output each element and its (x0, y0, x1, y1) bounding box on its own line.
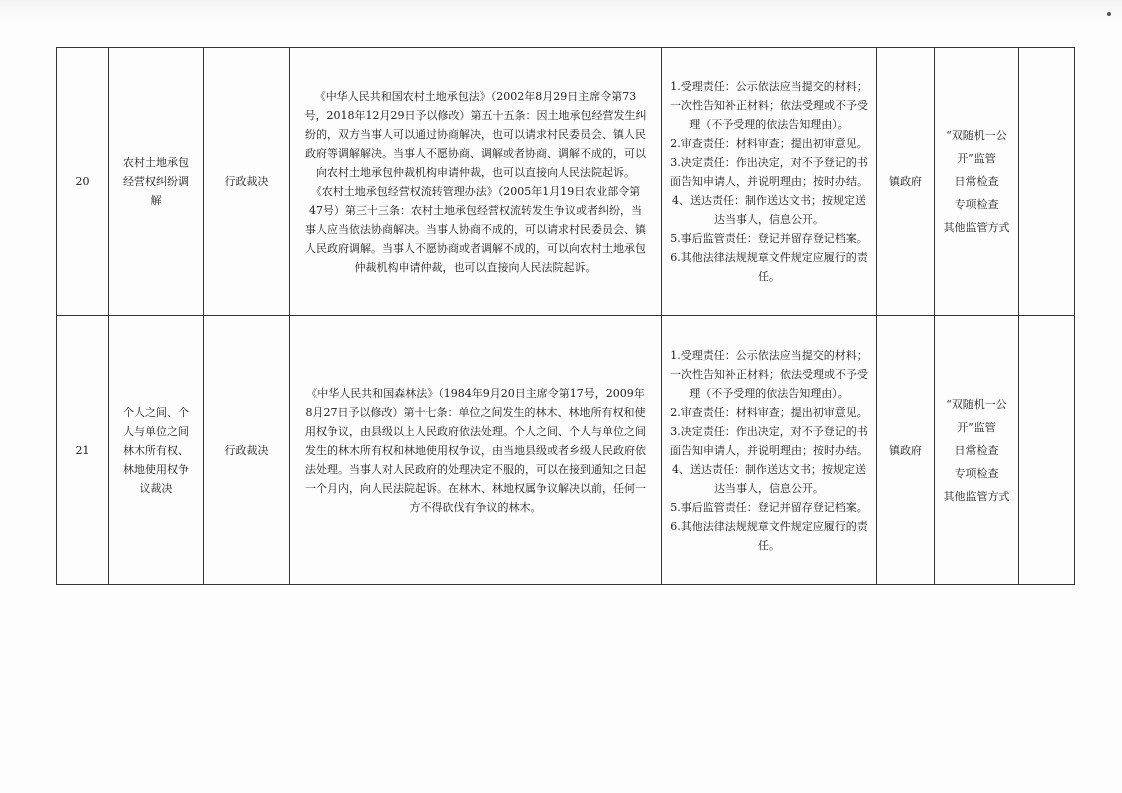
responsibility-item: 5.事后监管责任：登记并留存登记档案。 (670, 500, 868, 514)
responsibility-item: 6.其他法律法规规章文件规定应履行的责任。 (670, 251, 868, 283)
row-number: 20 (75, 175, 90, 188)
responsibility-item: 3.决定责任：作出决定，对不予登记的书面告知申请人，并说明理由；按时办结。 (670, 424, 868, 457)
scan-top-shading (0, 0, 1122, 22)
row-number-cell (57, 48, 109, 316)
supervision-method: “双随机一公开”监管 (946, 397, 1007, 434)
responsibility-item: 6.其他法律法规规章文件规定应履行的责任。 (670, 519, 868, 552)
legal-basis-cell (290, 48, 662, 316)
responsibility-item: 5.事后监管责任：登记并留存登记档案。 (670, 232, 868, 245)
responsibility-cell (662, 316, 877, 585)
item-name: 农村土地承包经营权纠纷调解 (123, 156, 189, 207)
supervision-methods (935, 124, 1018, 239)
responsibility-item: 4、送达责任：制作送达文书；按规定送达当事人，信息公开。 (672, 462, 866, 495)
legal-basis-cell (290, 316, 662, 585)
supervision-methods (935, 393, 1018, 508)
item-name: 个人之间、个人与单位之间林木所有权、林地使用权争议裁决 (123, 405, 189, 495)
responsibility-item: 2.审查责任：材料审查；提出初审意见。 (670, 137, 868, 150)
row-number: 21 (75, 443, 90, 457)
implementer-cell (877, 48, 935, 316)
legal-basis-paragraph: 《中华人民共和国森林法》（1984年9月20日主席令第17号，2009年8月27日予以修改）第十七条：单位之间发生的林木、林地所有权和使用权争议，由县级以上人民政府依法处理。个人之间、个人与单位之间发生的林木所有权和林地使用权争议，由当地县级或者乡级人民政府依法处理。当事人对人民政府的处理决定不服的，可以在接到通知之日起一个月内，向人民法院起诉。在林木、林地权属争议解决以前，任何一方不得砍伐有争议的林木。 (305, 386, 646, 514)
supervision-cell (935, 48, 1019, 316)
note-cell (1019, 48, 1075, 316)
legal-basis (290, 87, 661, 277)
category: 行政裁决 (224, 175, 269, 188)
scan-speck (1107, 12, 1111, 16)
responsibility-item: 1.受理责任：公示依法应当提交的材料；一次性告知补正材料；依法受理或不予受理（不予受理的依法告知理由）。 (670, 348, 868, 400)
item-name-cell (109, 48, 204, 316)
table-row (57, 316, 1075, 585)
supervision-cell (935, 316, 1019, 585)
responsibility-item: 1.受理责任：公示依法应当提交的材料；一次性告知补正材料；依法受理或不予受理（不予受理的依法告知理由）。 (670, 80, 868, 131)
legal-basis-paragraph: 《农村土地承包经营权流转管理办法》（2005年1月19日农业部令第47号）第三十三条：农村土地承包经营权流转发生争议或者纠纷，当事人应当依法协商解决。当事人协商不成的，可以请求村民委员会、镇人民政府调解。当事人不愿协商或者调解不成的，可以向农村土地承包仲裁机构申请仲裁，也可以直接向人民法院起诉。 (305, 184, 646, 274)
supervision-method: 专项检查 (954, 466, 999, 480)
legal-basis-paragraph: 《中华人民共和国农村土地承包法》（2002年8月29日主席令第73号，2018年12月29日予以修改）第五十五条：因土地承包经营发生纠纷的，双方当事人可以通过协商解决，也可以请求村民委员会、镇人民政府等调解解决。当事人不愿协商、调解或者协商、调解不成的，可以向农村土地承包仲裁机构申请仲裁，也可以直接向人民法院起诉。 (304, 89, 647, 179)
responsibility-list (662, 77, 876, 286)
implementer: 镇政府 (889, 175, 922, 188)
responsibility-item: 2.审查责任：材料审查；提出初审意见。 (670, 405, 868, 419)
supervision-method: 专项检查 (954, 198, 999, 211)
responsibility-list (662, 346, 876, 555)
item-name-cell (109, 316, 204, 585)
responsibility-item: 4、送达责任：制作送达文书；按规定送达当事人，信息公开。 (672, 194, 866, 226)
supervision-method: “双随机一公开”监管 (946, 129, 1007, 165)
responsibility-cell (662, 48, 877, 316)
responsibility-item: 3.决定责任：作出决定，对不予登记的书面告知申请人，并说明理由；按时办结。 (670, 156, 868, 188)
supervision-method: 日常检查 (954, 175, 999, 188)
table-row (57, 48, 1075, 316)
category-cell (204, 48, 290, 316)
supervision-method: 其他监管方式 (943, 221, 1010, 234)
implementer-cell (877, 316, 935, 585)
supervision-method: 其他监管方式 (943, 489, 1010, 503)
category-cell (204, 316, 290, 585)
supervision-method: 日常检查 (954, 443, 999, 457)
category: 行政裁决 (224, 443, 269, 457)
power-list-table (56, 47, 1075, 585)
legal-basis (290, 384, 661, 517)
note-cell (1019, 316, 1075, 585)
implementer: 镇政府 (889, 443, 922, 457)
row-number-cell (57, 316, 109, 585)
